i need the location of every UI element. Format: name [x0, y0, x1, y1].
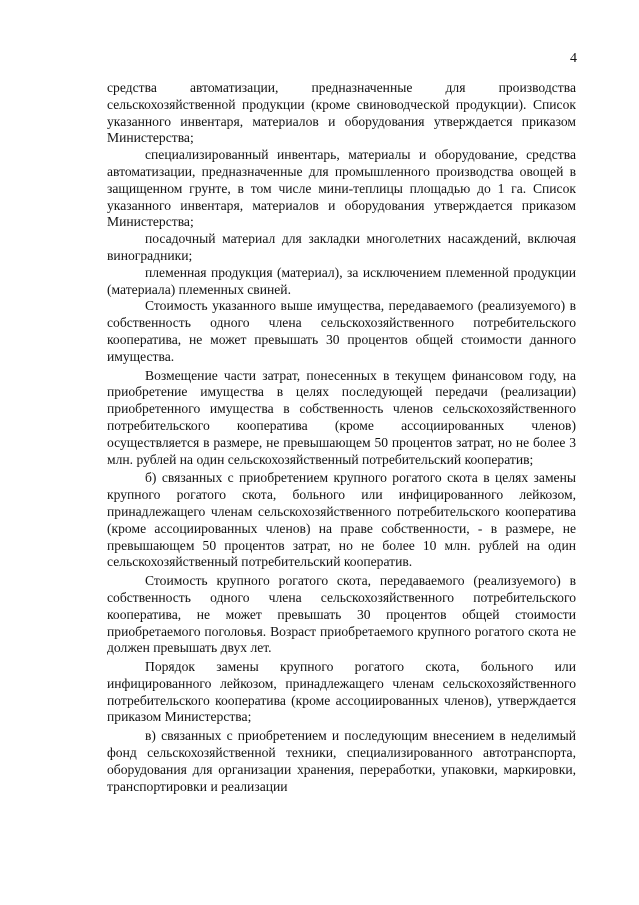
paragraph-greenhouse-equipment: специализированный инвентарь, материалы и оборудование, средства автоматизации, предназначенные для промышленного производства овощей в защищенном грунте, в том числе мини-теплицы площадью до 1 га. Список указанного инвентаря, материалов и оборудования утверждается приказом Министерства;: [107, 147, 576, 230]
paragraph-cost-reimbursement: Возмещение части затрат, понесенных в текущем финансовом году, на приобретение имущества в целях последующей передачи (реализации) приобретенного имущества в собственность членов сельскохозяйственного потребительского кооператива (кроме ассоциированных членов) осуществляется в размере, не превышающем 50 процентов затрат, но не более 3 млн. рублей на один сельскохозяйственный потребительский кооператив;: [107, 367, 576, 467]
paragraph-planting-material: посадочный материал для закладки многолетних насаждений, включая виноградники;: [107, 231, 576, 263]
paragraph-item-v-machinery: в) связанных с приобретением и последующим внесением в неделимый фонд сельскохозяйственной техники, специализированного автотранспорта, оборудования для организации хранения, переработки, упаковки, маркировки, транспортировки и реализации: [107, 728, 576, 794]
document-body: [107, 80, 576, 795]
paragraph-item-b-cattle: б) связанных с приобретением крупного рогатого скота в целях замены крупного рогатого скота, больного или инфицированного лейкозом, принадлежащего членам сельскохозяйственного потребительского кооператива (кроме ассоциированных членов) на праве собственности, - в размере, не превышающем 50 процентов затрат, но не более 10 млн. рублей на один сельскохозяйственный потребительский кооператив.: [107, 470, 576, 570]
page-number: 4: [570, 51, 577, 66]
paragraph-cattle-replacement-order: Порядок замены крупного рогатого скота, больного или инфицированного лейкозом, принадлежащего членам сельскохозяйственного потребительского кооператива (кроме ассоциированных членов), утверждается приказом Министерства;: [107, 659, 576, 725]
paragraph-equipment-automation-end: средства автоматизации, предназначенные для производства сельскохозяйственной продукции (кроме свиноводческой продукции). Список указанного инвентаря, материалов и оборудования утверждается приказом Министерства;: [107, 80, 576, 146]
paragraph-cattle-value-limit: Стоимость крупного рогатого скота, передаваемого (реализуемого) в собственность одного члена сельскохозяйственного потребительского кооператива, не может превышать 30 процентов общей стоимости приобретаемого поголовья. Возраст приобретаемого крупного рогатого скота не должен превышать двух лет.: [107, 573, 576, 656]
paragraph-property-value-limit: Стоимость указанного выше имущества, передаваемого (реализуемого) в собственность одного члена сельскохозяйственного потребительского кооператива, не может превышать 30 процентов общей стоимости данного имущества.: [107, 298, 576, 364]
paragraph-breeding-products: племенная продукция (материал), за исключением племенной продукции (материала) племенных свиней.: [107, 264, 576, 297]
